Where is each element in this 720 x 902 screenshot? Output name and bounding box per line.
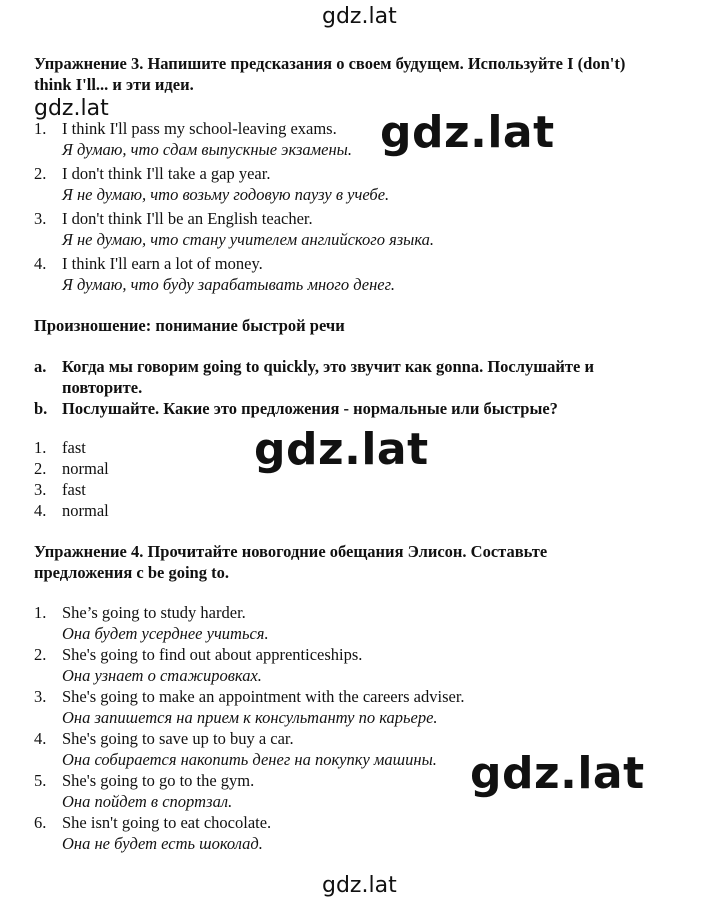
exercise-3-list [34,118,674,295]
item-number: 6. [34,813,47,832]
task-text: Когда мы говорим going to quickly, это звучит как gonna. Послушайте и повторите. [62,357,594,397]
item-number: 3. [34,687,47,706]
english-sentence: She's going to make an appointment with the careers adviser. [62,687,465,706]
russian-translation: Я думаю, что сдам выпускные экзамены. [62,140,352,159]
list-item [34,479,674,500]
russian-translation: Я не думаю, что стану учителем английского языка. [62,230,435,249]
list-item [34,253,674,295]
watermark-left: gdz.lat [34,96,109,121]
pronunciation-task-a [34,356,674,398]
english-sentence: She isn't going to eat chocolate. [62,813,272,832]
answer-text: normal [62,501,109,520]
answer-text: fast [62,438,86,457]
item-number: 2. [34,645,47,664]
russian-translation: Она не будет есть шоколад. [62,834,263,853]
exercise-3-heading: Упражнение 3. Напишите предсказания о своем будущем. Используйте I (don't) think I'll... и эти идеи. [34,54,626,94]
english-sentence: I think I'll pass my school-leaving exams. [62,119,337,138]
answer-text: fast [62,480,86,499]
english-sentence: I don't think I'll take a gap year. [62,164,271,183]
russian-translation: Она будет усерднее учиться. [62,624,269,643]
pronunciation-answers [34,437,674,521]
pronunciation-task-b [34,398,674,419]
list-item [34,208,674,250]
watermark-top: gdz.lat [322,4,397,29]
item-number: 4. [34,729,47,748]
list-item [34,644,674,686]
list-item [34,728,674,770]
list-item [34,812,674,854]
item-number: 4. [34,501,47,520]
english-sentence: She's going to find out about apprenticeships. [62,645,363,664]
english-sentence: I don't think I'll be an English teacher. [62,209,313,228]
english-sentence: She’s going to study harder. [62,603,246,622]
task-label: a. [34,357,47,376]
list-item [34,118,674,160]
item-number: 1. [34,119,47,138]
watermark-large-2: gdz.lat [254,424,429,475]
item-number: 3. [34,209,47,228]
russian-translation: Я не думаю, что возьму годовую паузу в учебе. [62,185,390,204]
item-number: 3. [34,480,47,499]
russian-translation: Она узнает о стажировках. [62,666,262,685]
exercise-4-heading: Упражнение 4. Прочитайте новогодние обещания Элисон. Составьте предложения с be going to. [34,542,548,582]
task-label: b. [34,399,48,418]
english-sentence: She's going to save up to buy a car. [62,729,294,748]
list-item [34,602,674,644]
answer-text: normal [62,459,109,478]
task-text: Послушайте. Какие это предложения - нормальные или быстрые? [62,399,558,418]
item-number: 2. [34,164,47,183]
list-item [34,686,674,728]
russian-translation: Она запишется на прием к консультанту по карьере. [62,708,438,727]
list-item [34,458,674,479]
russian-translation: Она собирается накопить денег на покупку машины. [62,750,437,769]
watermark-bottom: gdz.lat [322,873,397,898]
item-number: 5. [34,771,47,790]
list-item [34,437,674,458]
list-item [34,163,674,205]
watermark-large-1: gdz.lat [380,107,555,158]
item-number: 4. [34,254,47,273]
list-item [34,770,674,812]
list-item [34,500,674,521]
english-sentence: I think I'll earn a lot of money. [62,254,263,273]
item-number: 1. [34,438,47,457]
pronunciation-heading: Произношение: понимание быстрой речи [34,316,345,335]
exercise-4-list [34,602,674,854]
russian-translation: Она пойдет в спортзал. [62,792,233,811]
watermark-large-3: gdz.lat [470,748,645,799]
english-sentence: She's going to go to the gym. [62,771,255,790]
item-number: 1. [34,603,47,622]
russian-translation: Я думаю, что буду зарабатывать много денег. [62,275,395,294]
item-number: 2. [34,459,47,478]
